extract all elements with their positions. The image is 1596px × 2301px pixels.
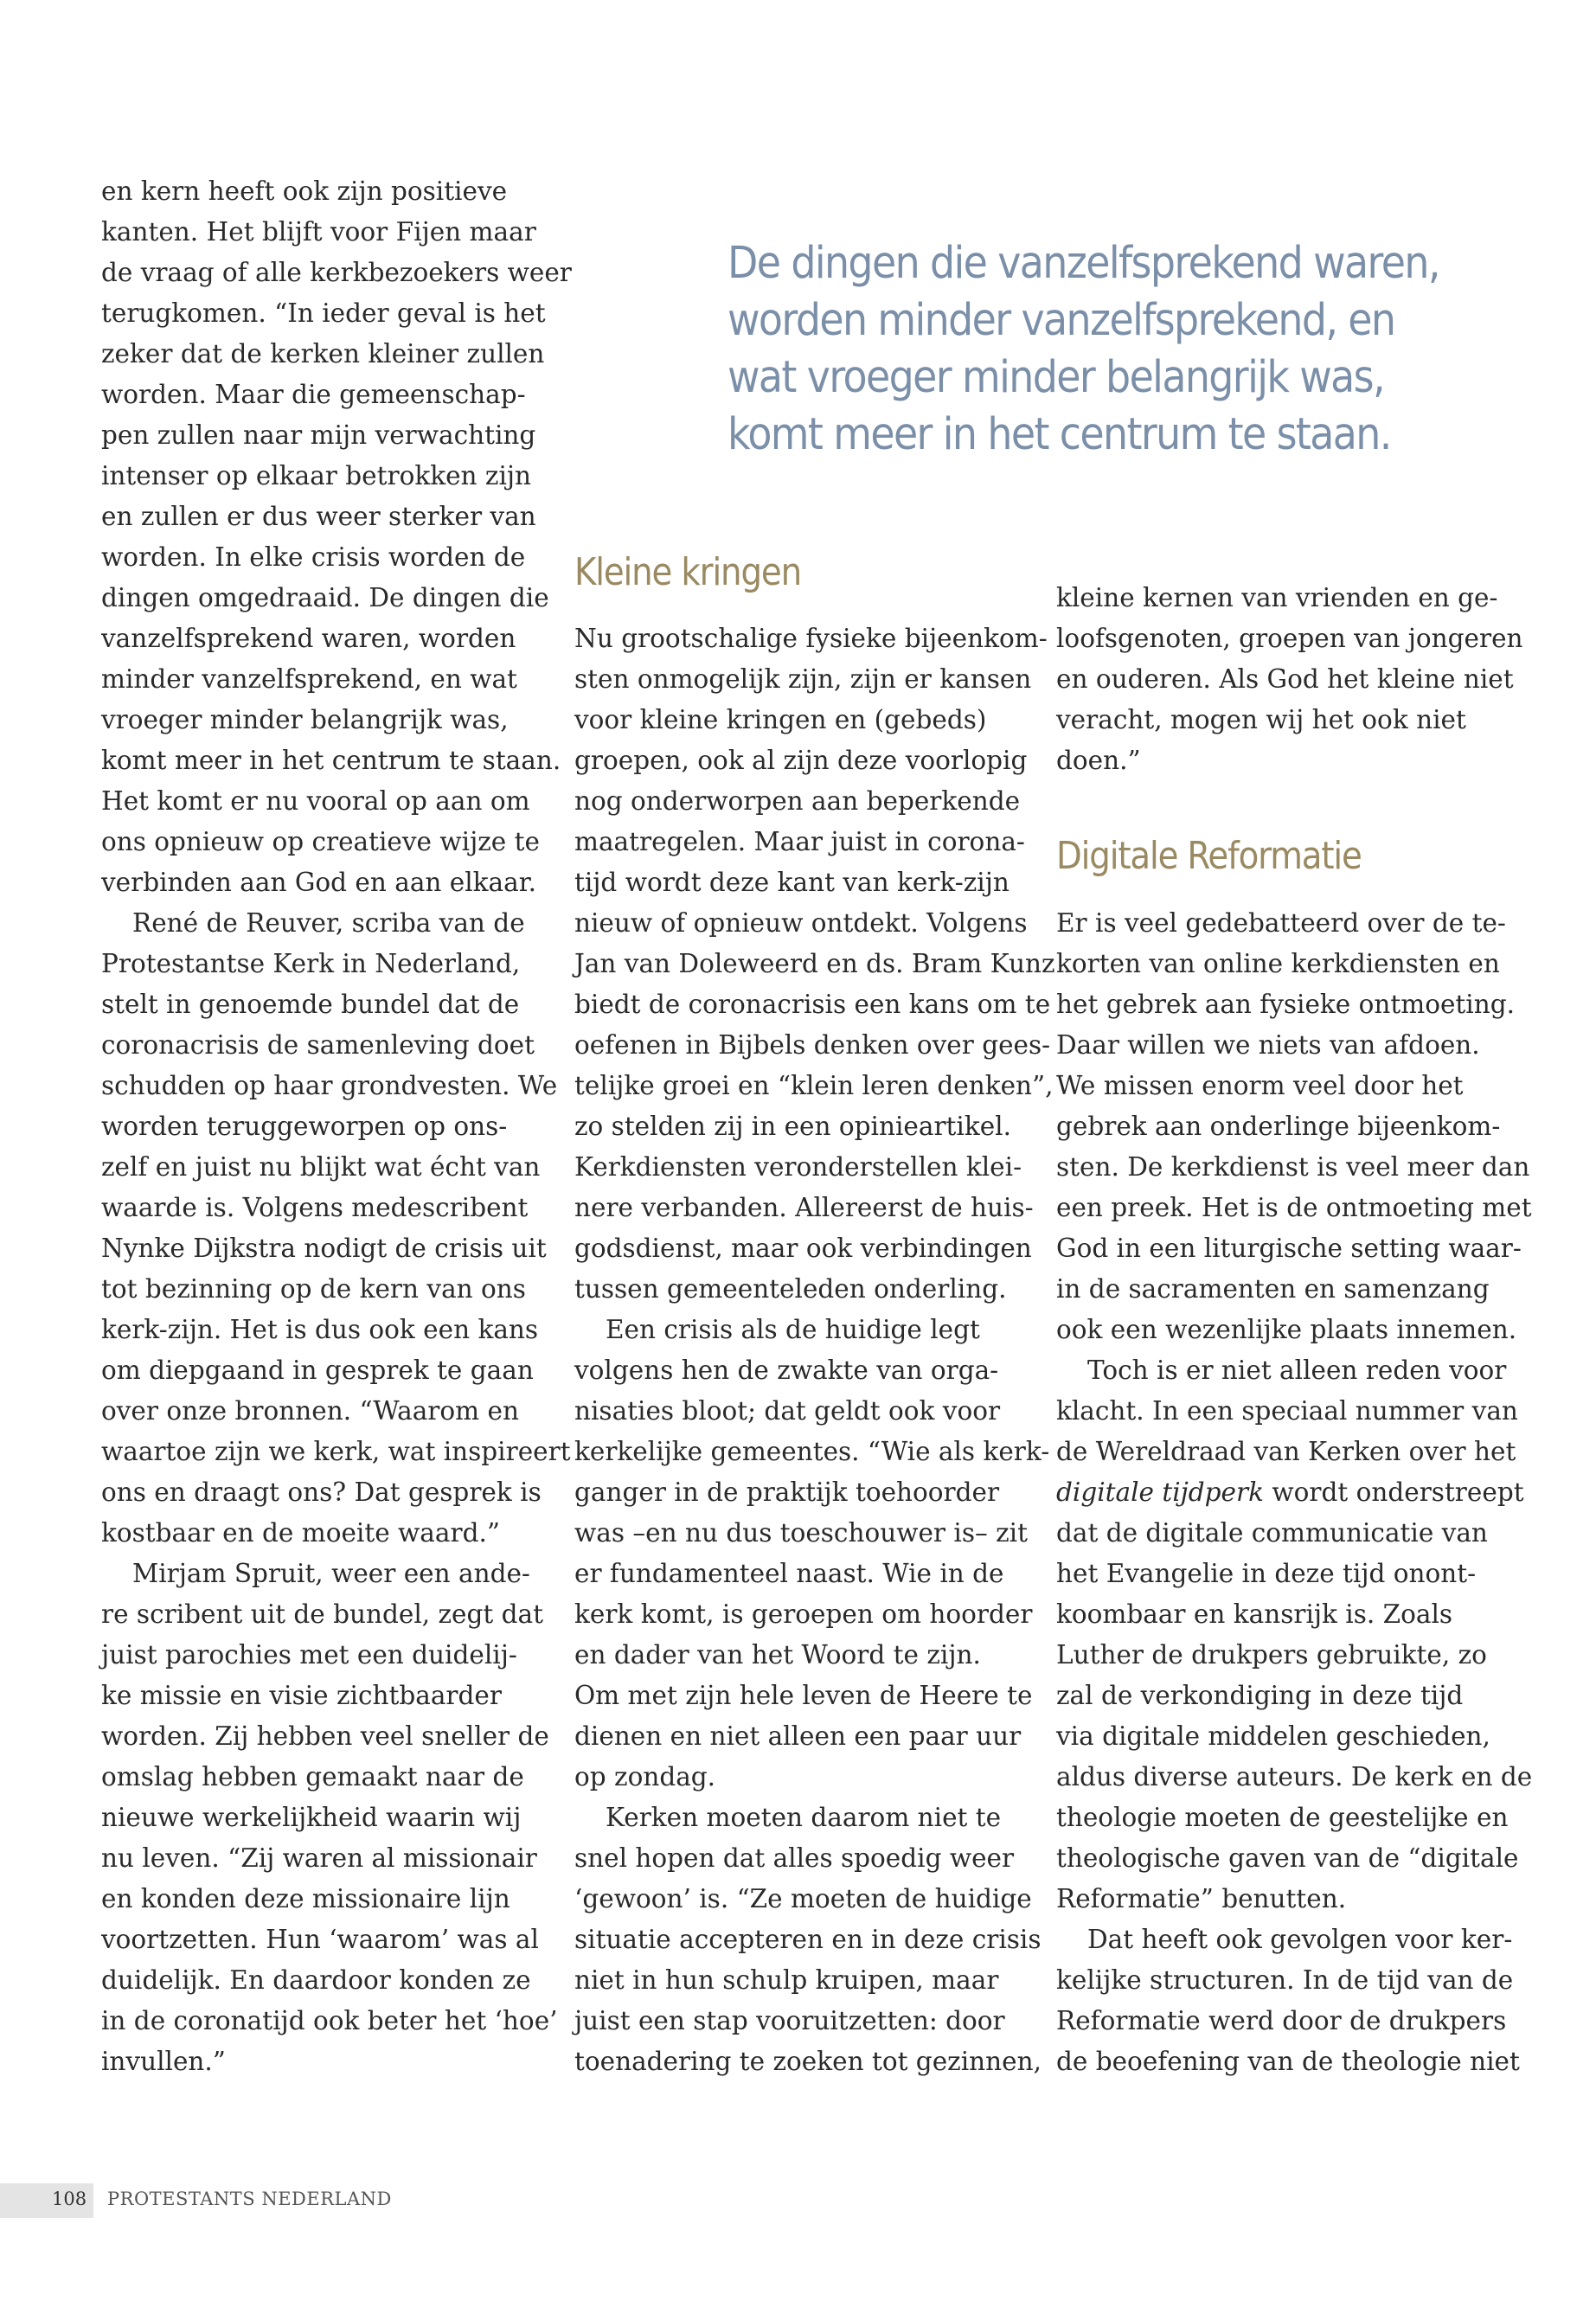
text-line: was –en nu dus toeschouwer is– zit — [574, 1518, 1028, 1548]
text-line: in de sacramenten en samenzang — [1056, 1274, 1490, 1304]
text-line: en kern heeft ook zijn positieve — [101, 176, 508, 206]
text-line: worden. Maar die gemeenschap- — [101, 380, 526, 409]
text-line: en konden deze missionaire lijn — [101, 1884, 510, 1913]
text-line — [1056, 1472, 1524, 1513]
text-line: tot bezinning op de kern van ons — [101, 1274, 526, 1304]
text-line: waartoe zijn we kerk, wat inspireert — [101, 1437, 571, 1466]
text-line: de beoefening van de theologie niet — [1056, 2047, 1520, 2076]
text-line: tussen gemeenteleden onderling. — [574, 1274, 1007, 1304]
text-line: veracht, mogen wij het ook niet — [1056, 705, 1466, 734]
text-line: nu leven. “Zij waren al missionair — [101, 1843, 537, 1873]
text-line: pen zullen naar mijn verwachting — [101, 420, 536, 450]
text-line: klacht. In een speciaal nummer van — [1056, 1396, 1518, 1426]
text-line: verbinden aan God en aan elkaar. — [101, 868, 536, 897]
text-line: in de coronatijd ook beter het ‘hoe’ — [101, 2006, 558, 2035]
text-line: invullen.” — [101, 2047, 226, 2076]
text-line: korten van online kerkdiensten en — [1056, 949, 1500, 978]
text-line: Nu grootschalige fysieke bijeenkom- — [574, 624, 1048, 653]
text-line: loofsgenoten, groepen van jongeren — [1056, 624, 1523, 653]
text-line: coronacrisis de samenleving doet — [101, 1030, 535, 1060]
text-line: maatregelen. Maar juist in corona- — [574, 827, 1025, 856]
text-line: volgens hen de zwakte van orga- — [574, 1356, 999, 1385]
text-line: zal de verkondiging in deze tijd — [1056, 1681, 1464, 1710]
text-line: René de Reuver, scriba van de — [132, 908, 525, 938]
text-line: terugkomen. “In ieder geval is het — [101, 298, 546, 328]
text-line: komt meer in het centrum te staan. — [101, 746, 561, 775]
text-line: over onze bronnen. “Waarom en — [101, 1396, 519, 1426]
text-line: tijd wordt deze kant van kerk-zijn — [574, 868, 1010, 897]
text-line: aldus diverse auteurs. De kerk en de — [1056, 1762, 1533, 1791]
text-line: telijke groei en “klein leren denken”, — [574, 1071, 1054, 1100]
text-line: duidelijk. En daardoor konden ze — [101, 1965, 531, 1995]
text-line: er fundamenteel naast. Wie in de — [574, 1559, 1004, 1588]
text-line: Kerken moeten daarom niet te — [606, 1803, 1002, 1832]
text-line: snel hopen dat alles spoedig weer — [574, 1843, 1015, 1873]
text-line: kleine kernen van vrienden en ge- — [1056, 583, 1498, 612]
text-line: het gebrek aan fysieke ontmoeting. — [1056, 990, 1515, 1019]
text-line: Het komt er nu vooral op aan om — [101, 786, 530, 816]
text-line: de vraag of alle kerkbezoekers weer — [101, 258, 572, 287]
text-line: Reformatie” benutten. — [1056, 1884, 1347, 1913]
text-line: sten. De kerkdienst is veel meer dan — [1056, 1152, 1530, 1182]
text-line: zeker dat de kerken kleiner zullen — [101, 339, 545, 369]
pull-quote — [727, 235, 1439, 464]
pull-quote-line: De dingen die vanzelfsprekend waren, — [727, 238, 1439, 289]
text-line: intenser op elkaar betrokken zijn — [101, 461, 532, 490]
text-line: minder vanzelfsprekend, en wat — [101, 664, 517, 694]
text-line: worden teruggeworpen op ons- — [101, 1112, 508, 1141]
text-line: waarde is. Volgens medescribent — [101, 1193, 529, 1222]
text-line: Om met zijn hele leven de Heere te — [574, 1681, 1033, 1710]
text-line: toenadering te zoeken tot gezinnen, — [574, 2047, 1042, 2076]
text-line: Luther de drukpers gebruikte, zo — [1056, 1640, 1487, 1670]
text-line: Protestantse Kerk in Nederland, — [101, 949, 521, 978]
text-line: stelt in genoemde bundel dat de — [101, 990, 520, 1019]
pull-quote-line: komt meer in het centrum te staan. — [727, 409, 1391, 460]
text-line: kerk-zijn. Het is dus ook een kans — [101, 1315, 539, 1344]
text-line: ons opnieuw op creatieve wijze te — [101, 827, 540, 856]
text-line: en zullen er dus weer sterker van — [101, 502, 536, 531]
text-line: worden. Zij hebben veel sneller de — [101, 1721, 549, 1751]
text-line: juist een stap vooruitzetten: door — [574, 2006, 1005, 2035]
text-line: Mirjam Spruit, weer een ande- — [132, 1559, 530, 1588]
text-line: dienen en niet alleen een paar uur — [574, 1721, 1022, 1751]
text-line: en dader van het Woord te zijn. — [574, 1640, 981, 1670]
text-line: Kerkdiensten veronderstellen klei- — [574, 1152, 1022, 1182]
text-line: Toch is er niet alleen reden voor — [1087, 1356, 1507, 1385]
pull-quote-line: wat vroeger minder belangrijk was, — [727, 352, 1384, 403]
text-line: situatie accepteren en in deze crisis — [574, 1925, 1042, 1954]
page-number: 108 — [52, 2189, 87, 2209]
text-line: kostbaar en de moeite waard.” — [101, 1518, 500, 1548]
text-line: doen.” — [1056, 746, 1141, 775]
text-line: vroeger minder belangrijk was, — [101, 705, 509, 734]
text-line: nere verbanden. Allereerst de huis- — [574, 1193, 1034, 1222]
text-line: vanzelfsprekend waren, worden — [101, 624, 516, 653]
text-line: God in een liturgische setting waar- — [1056, 1234, 1522, 1263]
text-line: nog onderworpen aan beperkende — [574, 786, 1021, 816]
text-line: Jan van Doleweerd en ds. Bram Kunz — [574, 949, 1055, 978]
text-line: Dat heeft ook gevolgen voor ker- — [1087, 1925, 1513, 1954]
text-line: dat de digitale communicatie van — [1056, 1518, 1488, 1548]
text-line: Reformatie werd door de drukpers — [1056, 2006, 1507, 2035]
text-line: nieuwe werkelijkheid waarin wij — [101, 1803, 522, 1832]
text-line: nisaties bloot; dat geldt ook voor — [574, 1396, 1001, 1426]
text-line: om diepgaand in gesprek te gaan — [101, 1356, 534, 1385]
magazine-name: PROTESTANTS NEDERLAND — [107, 2189, 392, 2209]
text-line: ook een wezenlijke plaats innemen. — [1056, 1315, 1517, 1344]
text-line: en ouderen. Als God het kleine niet — [1056, 664, 1514, 694]
text-line: Een crisis als de huidige legt — [606, 1315, 980, 1344]
text-line: juist parochies met een duidelij- — [101, 1640, 517, 1670]
text-line: biedt de coronacrisis een kans om te — [574, 990, 1051, 1019]
text-line: ganger in de praktijk toehoorder — [574, 1477, 1000, 1507]
text-line: re scribent uit de bundel, zegt dat — [101, 1599, 543, 1629]
pull-quote-line: worden minder vanzelfsprekend, en — [727, 295, 1395, 346]
text-line: worden. In elke crisis worden de — [101, 542, 526, 572]
text-line: een preek. Het is de ontmoeting met — [1056, 1193, 1532, 1222]
heading-digitale-reformatie: Digitale Reformatie — [1056, 834, 1362, 878]
text-fragment: wordt onderstreept — [1264, 1477, 1524, 1507]
text-line: de Wereldraad van Kerken over het — [1056, 1437, 1516, 1466]
text-line: Er is veel gedebatteerd over de te- — [1056, 908, 1506, 938]
text-line: oefenen in Bijbels denken over gees- — [574, 1030, 1051, 1060]
text-line: niet in hun schulp kruipen, maar — [574, 1965, 999, 1995]
text-line: theologische gaven van de “digitale — [1056, 1843, 1519, 1873]
text-line: theologie moeten de geestelijke en — [1056, 1803, 1509, 1832]
text-line: op zondag. — [574, 1762, 716, 1791]
text-line: voor kleine kringen en (gebeds) — [574, 705, 987, 734]
text-line: We missen enorm veel door het — [1056, 1071, 1464, 1100]
text-line: voortzetten. Hun ‘waarom’ was al — [101, 1925, 539, 1954]
text-line: kerkelijke gemeentes. “Wie als kerk- — [574, 1437, 1050, 1466]
text-line: kanten. Het blijft voor Fijen maar — [101, 217, 536, 247]
text-line: ‘gewoon’ is. “Ze moeten de huidige — [574, 1884, 1032, 1913]
text-line: omslag hebben gemaakt naar de — [101, 1762, 524, 1791]
text-line: gebrek aan onderlinge bijeenkom- — [1056, 1112, 1501, 1141]
text-line: kelijke structuren. In de tijd van de — [1056, 1965, 1514, 1995]
text-line: zo stelden zij in een opinieartikel. — [574, 1112, 1011, 1141]
text-line: ons en draagt ons? Dat gesprek is — [101, 1477, 542, 1507]
text-line: sten onmogelijk zijn, zijn er kansen — [574, 664, 1032, 694]
text-line: godsdienst, maar ook verbindingen — [574, 1234, 1032, 1263]
text-line: groepen, ook al zijn deze voorlopig — [574, 746, 1028, 775]
text-line: kerk komt, is geroepen om hoorder — [574, 1599, 1033, 1629]
heading-kleine-kringen: Kleine kringen — [574, 550, 801, 594]
text-line: Nynke Dijkstra nodigt de crisis uit — [101, 1234, 547, 1263]
text-line: ke missie en visie zichtbaarder — [101, 1681, 502, 1710]
text-line: nieuw of opnieuw ontdekt. Volgens — [574, 908, 1028, 938]
text-line: Daar willen we niets van afdoen. — [1056, 1030, 1480, 1060]
text-line: schudden op haar grondvesten. We — [101, 1071, 558, 1100]
text-line: via digitale middelen geschieden, — [1056, 1721, 1490, 1751]
text-line: het Evangelie in deze tijd onont- — [1056, 1559, 1477, 1588]
text-line: dingen omgedraaid. De dingen die — [101, 583, 549, 612]
text-line: zelf en juist nu blijkt wat écht van — [101, 1152, 541, 1182]
text-line: koombaar en kansrijk is. Zoals — [1056, 1599, 1453, 1629]
italic-phrase: digitale tijdperk — [1056, 1477, 1264, 1507]
